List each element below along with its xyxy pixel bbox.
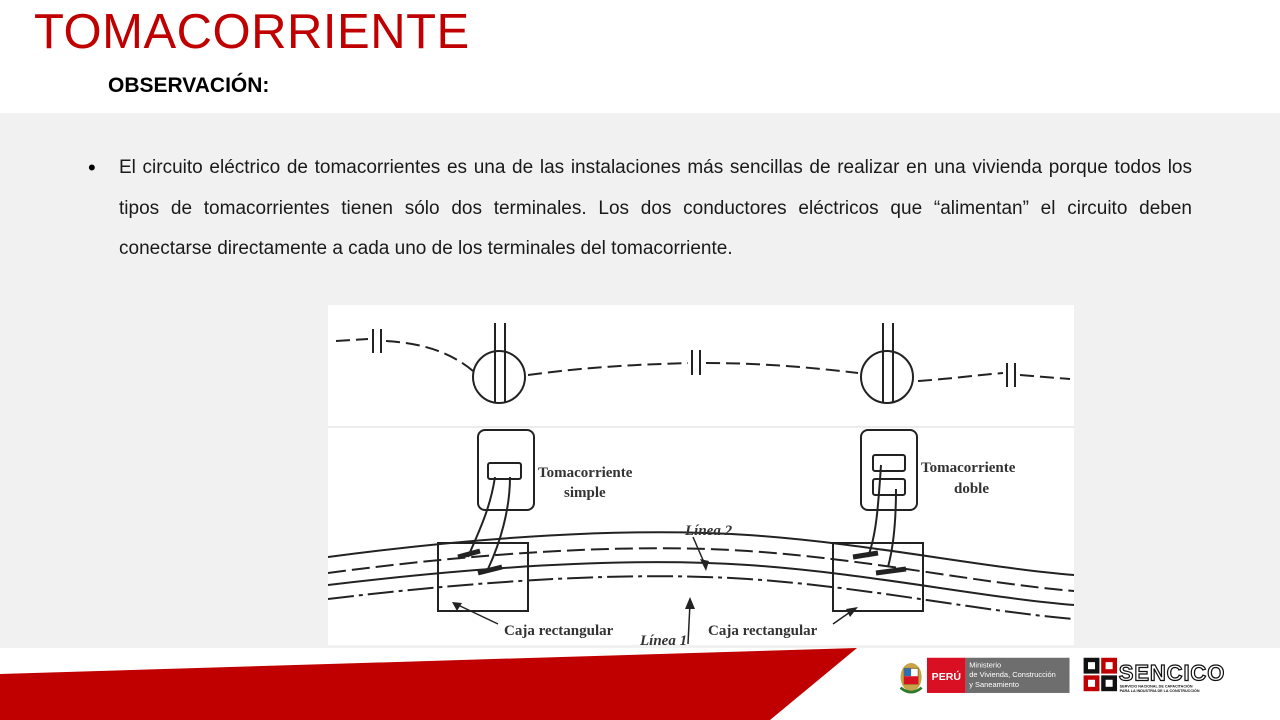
sencico-wordmark: SENCICO [1118, 660, 1226, 686]
outlet-symbol-double-icon [861, 351, 913, 403]
red-stripe-decoration [0, 648, 857, 720]
label-linea-2: Línea 2 [685, 523, 733, 539]
sencico-emblem-icon [1084, 658, 1117, 691]
label-caja-left: Caja rectangular [504, 623, 614, 639]
logo-bar [876, 656, 1256, 700]
sencico-line-2: PARA LA INDUSTRIA DE LA CONSTRUCCIÓN [1119, 689, 1200, 694]
outlet-plate-simple [478, 430, 534, 510]
ministry-line-2: de Vivienda, Construcción [969, 670, 1056, 680]
label-linea-1: Línea 1 [640, 633, 688, 645]
peru-text: PERÚ [931, 670, 961, 683]
label-caja-right: Caja rectangular [708, 623, 818, 639]
sencico-line-1: SERVICIO NACIONAL DE CAPACITACIÓN [1119, 684, 1193, 689]
ministry-line-3: y Saneamiento [969, 679, 1020, 689]
bullet-text: El circuito eléctrico de tomacorrientes es una de las instalaciones más sencillas de realizar en una vivienda porque todos los tipos de tomacorrientes tienen sólo dos terminales. Los dos conductores eléctricos que “alimentan” el circuito deben conectarse directamente a cada uno de los terminales del tomacorriente. [119, 157, 1192, 259]
outlet-symbol-simple-icon [473, 351, 525, 403]
label-double-2: doble [954, 481, 990, 497]
arrow-icon [688, 603, 690, 644]
label-double-1: Tomacorriente [921, 460, 1016, 476]
socket-icon [873, 455, 905, 471]
bullet-paragraph [88, 148, 1192, 270]
socket-icon [873, 479, 905, 495]
socket-icon [488, 463, 521, 479]
splice-icon [478, 567, 502, 573]
splice-icon [876, 569, 906, 573]
plan-view [336, 323, 1070, 403]
peru-coat-of-arms-icon [901, 663, 922, 692]
label-simple-2: simple [564, 485, 606, 501]
arrow-icon [458, 605, 498, 624]
label-simple-1: Tomacorriente [538, 465, 633, 481]
page-title: TOMACORRIENTE [34, 5, 470, 59]
junction-box-left [438, 543, 528, 611]
wiring-diagram [328, 305, 1074, 645]
ministry-line-1: Ministerio [969, 660, 1002, 670]
splice-icon [853, 553, 878, 557]
page-subtitle: OBSERVACIÓN: [108, 74, 270, 97]
bullet-icon: • [88, 155, 96, 180]
